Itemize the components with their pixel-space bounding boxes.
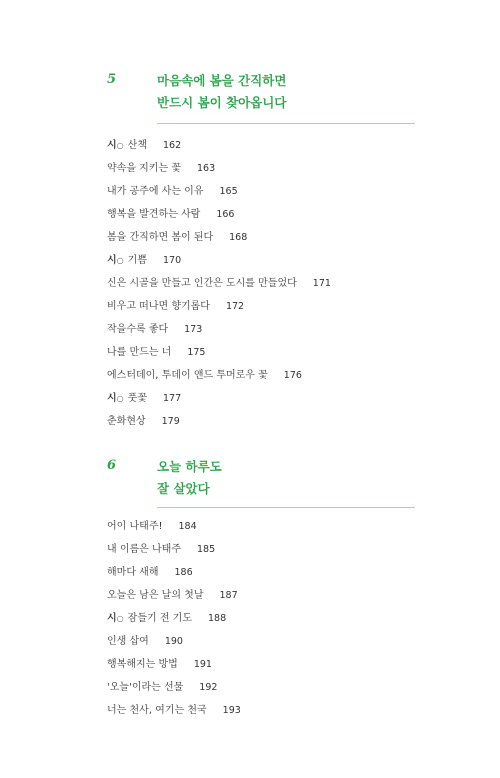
poem-marker-icon: ○ <box>116 256 124 265</box>
chapter-number: 6 <box>107 458 117 473</box>
toc-entry-title: 에스터데이, 투데이 앤드 투머로우 꽃 <box>107 370 268 381</box>
toc-entry <box>107 180 331 203</box>
toc-entry-title: 잠들기 전 기도 <box>127 613 192 624</box>
poem-marker-icon: ○ <box>116 141 124 150</box>
toc-entry <box>107 134 331 157</box>
toc-entry-title: 행복을 발견하는 사람 <box>107 209 201 220</box>
chapter-title <box>157 70 286 114</box>
toc-entry-title: 행복해지는 방법 <box>107 659 178 670</box>
toc-entry <box>107 272 331 295</box>
chapter-divider <box>157 123 415 124</box>
poem-label: 시 <box>107 255 117 266</box>
chapter-title-line: 반드시 봄이 찾아옵니다 <box>157 95 287 110</box>
toc-entry-page: 175 <box>187 347 206 358</box>
toc-list <box>107 134 331 433</box>
toc-entry-title: 오늘은 남은 날의 첫날 <box>107 590 204 601</box>
toc-entry-page: 165 <box>219 186 238 197</box>
toc-entry-title: 풋꽃 <box>127 393 147 404</box>
toc-entry-title: 기쁨 <box>127 255 147 266</box>
chapter-title-line: 마음속에 봄을 간직하면 <box>157 73 287 88</box>
toc-entry <box>107 341 331 364</box>
poem-label: 시 <box>107 140 117 151</box>
toc-entry-page: 192 <box>199 682 218 693</box>
toc-entry-page: 163 <box>196 163 216 174</box>
poem-marker-icon: ○ <box>116 394 124 403</box>
toc-entry-page: 179 <box>161 416 180 427</box>
toc-entry <box>107 653 241 676</box>
toc-entry <box>107 630 241 653</box>
chapter-title-line: 잘 살았다 <box>157 481 210 496</box>
toc-entry-page: 185 <box>196 544 216 555</box>
toc-entry-page: 173 <box>184 324 203 335</box>
toc-entry-page: 177 <box>162 393 182 404</box>
toc-entry-page: 172 <box>225 301 245 312</box>
toc-entry <box>107 607 241 630</box>
toc-entry-title: 산책 <box>127 140 147 151</box>
toc-entry <box>107 676 241 699</box>
toc-entry-title: 신은 시골을 만들고 인간은 도시를 만들었다 <box>107 278 297 289</box>
toc-entry <box>107 157 331 180</box>
toc-list <box>107 515 241 722</box>
toc-entry-page: 186 <box>174 567 193 578</box>
toc-entry <box>107 410 331 433</box>
poem-marker-icon: ○ <box>116 614 124 623</box>
poem-label: 시 <box>107 393 117 404</box>
toc-entry-title: 봄을 간직하면 봄이 된다 <box>107 232 214 243</box>
toc-entry-title: 해마다 새해 <box>107 567 159 578</box>
chapter-divider <box>157 507 415 508</box>
toc-entry <box>107 515 241 538</box>
toc-entry-page: 188 <box>207 613 227 624</box>
chapter-title <box>157 456 222 500</box>
toc-entry <box>107 561 241 584</box>
toc-entry <box>107 226 331 249</box>
toc-entry <box>107 318 331 341</box>
toc-entry-title: '오늘'이라는 선물 <box>107 682 184 693</box>
toc-entry-page: 184 <box>178 521 197 532</box>
toc-entry <box>107 699 241 722</box>
toc-entry-title: 춘화현상 <box>107 416 146 427</box>
toc-entry <box>107 584 241 607</box>
toc-entry-page: 176 <box>283 370 302 381</box>
toc-entry-title: 너는 천사, 여기는 천국 <box>107 705 207 716</box>
toc-entry <box>107 387 331 410</box>
chapter-number: 5 <box>107 72 117 87</box>
toc-entry-page: 190 <box>164 636 183 647</box>
poem-label: 시 <box>107 613 117 624</box>
toc-entry-page: 162 <box>162 140 182 151</box>
toc-entry-page: 187 <box>219 590 238 601</box>
toc-entry <box>107 295 331 318</box>
toc-entry-title: 비우고 떠나면 향기롭다 <box>107 301 210 312</box>
toc-entry-title: 작을수록 좋다 <box>107 324 169 335</box>
toc-entry <box>107 249 331 272</box>
toc-entry-title: 어이 나태주! <box>107 521 163 532</box>
toc-entry-page: 193 <box>222 705 241 716</box>
toc-entry <box>107 203 331 226</box>
toc-entry-page: 166 <box>216 209 235 220</box>
toc-entry-title: 인생 삽여 <box>107 636 149 647</box>
toc-entry-page: 168 <box>229 232 248 243</box>
toc-entry-title: 내가 공주에 사는 이유 <box>107 186 204 197</box>
toc-entry-title: 나를 만드는 너 <box>107 347 172 358</box>
toc-entry-page: 171 <box>312 278 331 289</box>
toc-entry <box>107 538 241 561</box>
toc-entry <box>107 364 331 387</box>
toc-entry-page: 170 <box>162 255 182 266</box>
toc-entry-title: 내 이름은 나태주 <box>107 544 181 555</box>
toc-entry-page: 191 <box>193 659 212 670</box>
chapter-title-line: 오늘 하루도 <box>157 459 222 474</box>
toc-entry-title: 약속을 지키는 꽃 <box>107 163 181 174</box>
